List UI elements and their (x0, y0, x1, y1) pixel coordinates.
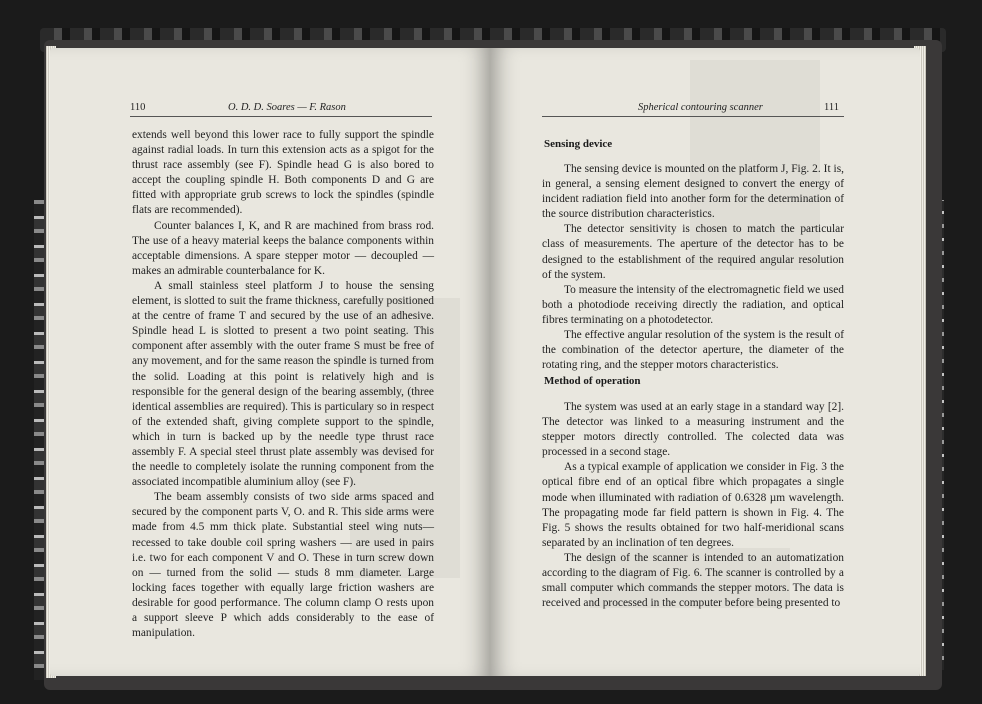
page-number: 110 (130, 102, 146, 113)
paragraph: The beam assembly consists of two side arms spaced and secured by the component parts V, O. and R. This side arms were made from 4.5 mm thick plate. Substantial steel wing nuts—recessed to take double coil spring washers — are used in pairs i.e. two for each component V and O. These in turn screw down on — turned from the solid — studs 8 mm diameter. Large locking faces together with equally large friction washers are desirable for good performance. The column clamp O rests upon a support sleeve P which adds considerably to the ease of manipulation. (132, 491, 434, 640)
paragraph: extends well beyond this lower race to fully support the spindle against radial loads. In turn this extension acts as a spigot for the thrust race assembly (see F). Spindle head G is also bored to accept the coupling spindle H. Both components D and G are fitted with appropriate grub screws to lock the spindles (spindle flats are recommended). (132, 129, 434, 217)
running-head: O. D. D. Soares — F. Rason (228, 102, 346, 113)
section-body (542, 400, 844, 611)
section-body (542, 162, 844, 373)
section-heading: Method of operation (544, 375, 641, 387)
paragraph: The detector sensitivity is chosen to match the particular class of measurements. The aperture of the detector has to be designed to the establishment of the required angular resolution of the system. (542, 223, 844, 281)
paragraph: A small stainless steel platform J to house the sensing element, is slotted to suit the frame thickness, carefully positioned at the centre of frame T and secured by the use of an adhesive. Spindle head L is slotted to present a two point seating. This component after assembly with the outer frame S must be free of any movement, and for the same reason the spindle is turned from the solid. Loading at this point is relatively high and is responsible for the general design of the bearing assembly, (three identical assemblies are required). This is particulary so in respect of the extended shaft, giving complete support to the spindle, which in turn is backed up by the needle type thrust race assembly F. A special steel thrust plate assembly was devised for the needle to completely isolate the running component from the associated incompatible aluminium alloy (see F). (132, 279, 434, 489)
right-page (490, 48, 920, 676)
paragraph: The system was used at an early stage in a standard way [2]. The detector was linked to a measuring instrument and the stepper motors directly controlled. The colected data was processed in a second stage. (542, 401, 844, 459)
header-rule (130, 116, 432, 117)
paragraph: The effective angular resolution of the system is the result of the combination of the detector aperture, the diameter of the rotating ring, and the stepper motors characteristics. (542, 329, 844, 372)
section-heading: Sensing device (544, 138, 613, 150)
paragraph: Counter balances I, K, and R are machined from brass rod. The use of a heavy material keeps the balance components within acceptable dimensions. A spare stepper motor — decoupled — makes an admirable counterbalance for K. (132, 219, 434, 277)
page-number: 111 (824, 102, 839, 113)
body-text (132, 128, 434, 641)
left-page (50, 48, 490, 676)
paragraph: The design of the scanner is intended to an automatization according to the diagram of Fig. 6. The scanner is controlled by a small computer which commands the stepper motors. The data is received and processed in the computer before being presented to (542, 551, 844, 610)
paragraph: To measure the intensity of the electromagnetic field we used both a photodiode receiving directly the radiation, and optical fibres terminating on a photodetector. (542, 283, 844, 326)
header-rule (542, 116, 844, 117)
running-head: Spherical contouring scanner (638, 102, 763, 113)
paragraph: The sensing device is mounted on the platform J, Fig. 2. It is, in general, a sensing element designed to convert the energy of incident radiation field into another form for the determination of the source distribution characteristics. (542, 163, 844, 221)
paragraph: As a typical example of application we consider in Fig. 3 the optical fibre end of an optical fibre which propagates a single mode when illuminated with radiation of 0.6328 µm wavelength. The propagating mode far field pattern is shown in Fig. 4. The Fig. 5 shows the results obtained for two half-meridional scans separated by an inclination of ten degrees. (542, 461, 844, 549)
